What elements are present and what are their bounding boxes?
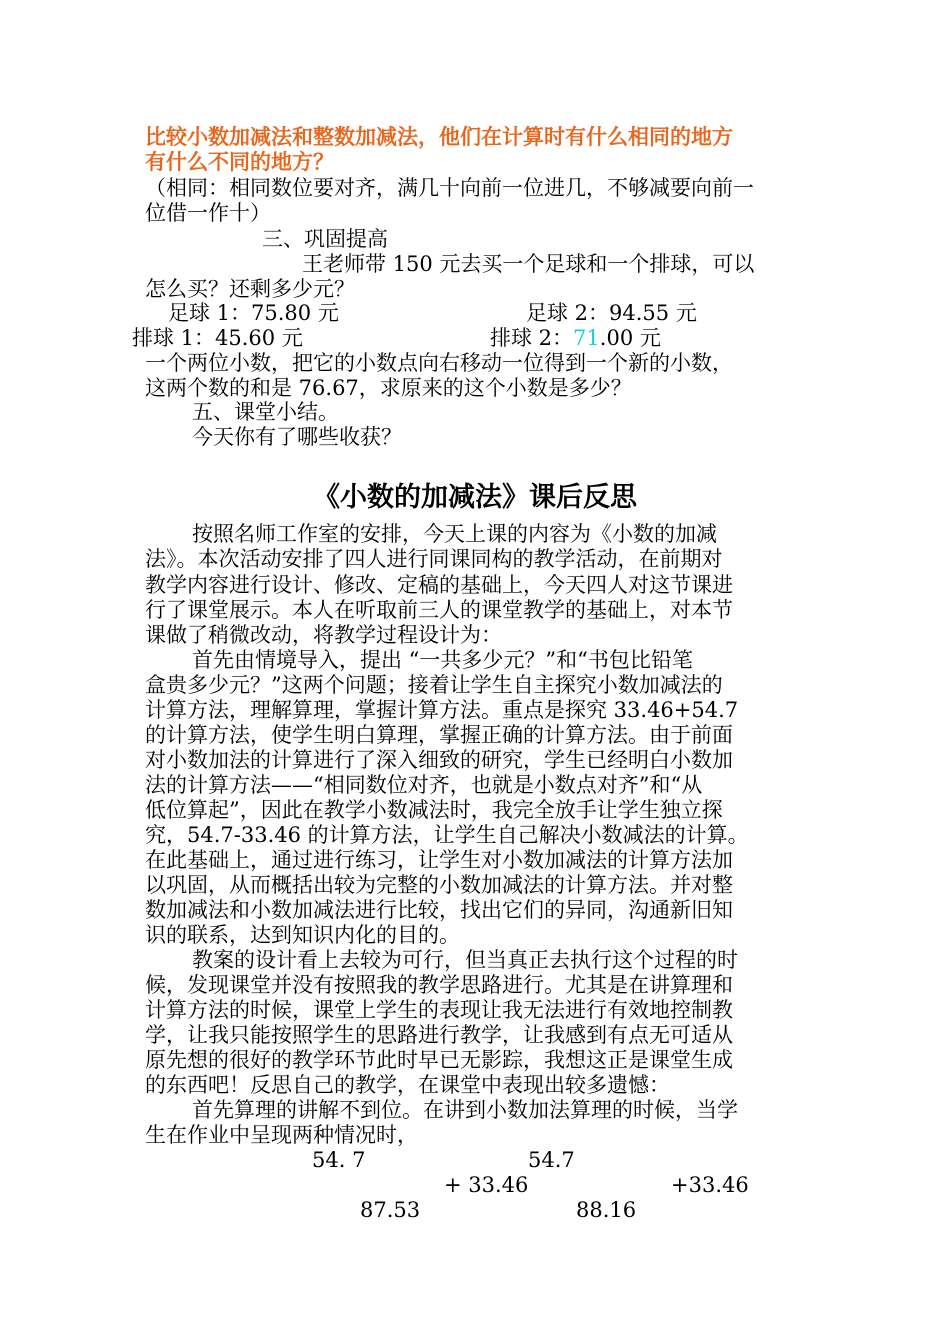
volleyball-2-price: 排球 2：71.00 元 <box>490 326 661 350</box>
reflection-line: 生在作业中呈现两种情况时， <box>145 1123 418 1147</box>
reflection-line: 的计算方法，使学生明白算理，掌握正确的计算方法。由于前面 <box>145 723 733 747</box>
reflection-line: 对小数加法的计算进行了深入细致的研究，学生已经明白小数加 <box>145 748 733 772</box>
reflection-line: 盒贵多少元？”这两个问题；接着让学生自主探究小数加减法的 <box>145 673 723 697</box>
reflection-line: 的东西吧！反思自己的教学，在课堂中表现出较多遗憾： <box>145 1073 670 1097</box>
reflection-line: 以巩固，从而概括出较为完整的小数加减法的计算方法。并对整 <box>145 873 733 897</box>
section5-heading: 五、课堂小结。 <box>192 400 339 424</box>
highlighted-number: 71 <box>573 326 600 350</box>
question-line-1: 比较小数加减法和整数加减法，他们在计算时有什么相同的地方 <box>145 124 733 149</box>
problem2-line-1: 一个两位小数，把它的小数点向右移动一位得到一个新的小数， <box>145 351 733 375</box>
calc-b-line-2: +33.46 <box>671 1173 749 1197</box>
reflection-title: 《小数的加减法》课后反思 <box>313 482 637 513</box>
calc-a-line-1: 54. 7 <box>312 1148 366 1172</box>
reflection-line: 候，发现课堂并没有按照我的教学思路进行。尤其是在讲算理和 <box>145 973 733 997</box>
calc-b-result: 88.16 <box>576 1198 637 1222</box>
reflection-line: 学，让我只能按照学生的思路进行教学，让我感到有点无可适从 <box>145 1023 733 1047</box>
reflection-line: 低位算起”，因此在教学小数减法时，我完全放手让学生独立探 <box>145 798 723 822</box>
football-2-price: 足球 2：94.55 元 <box>526 301 697 325</box>
volleyball-1-price: 排球 1：45.60 元 <box>132 326 303 350</box>
reflection-line: 教案的设计看上去较为可行，但当真正去执行这个过程的时 <box>192 948 738 972</box>
problem1-line-1: 王老师带 150 元去买一个足球和一个排球，可以 <box>302 252 755 276</box>
reflection-line: 法》。本次活动安排了四人进行同课同构的教学活动，在前期对 <box>145 547 723 571</box>
reflection-line: 究，54.7-33.46 的计算方法，让学生自己解决小数减法的计算。 <box>145 823 749 847</box>
reflection-line: 原先想的很好的教学环节此时早已无影踪，我想这正是课堂生成 <box>145 1048 733 1072</box>
reflection-line: 识的联系，达到知识内化的目的。 <box>145 923 460 947</box>
section5-question: 今天你有了哪些收获？ <box>192 425 402 449</box>
question-line-2: 有什么不同的地方？ <box>145 149 334 174</box>
section3-heading: 三、巩固提高 <box>262 227 388 251</box>
reflection-line: 行了课堂展示。本人在听取前三人的课堂教学的基础上，对本节 <box>145 598 733 622</box>
answer-line-2: 位借一作十） <box>145 201 271 225</box>
reflection-line: 首先算理的讲解不到位。在讲到小数加法算理的时候，当学 <box>192 1098 738 1122</box>
problem1-line-2: 怎么买？还剩多少元？ <box>145 277 355 301</box>
reflection-line: 课做了稍微改动，将教学过程设计为： <box>145 623 502 647</box>
reflection-line: 计算方法的时候，课堂上学生的表现让我无法进行有效地控制教 <box>145 998 733 1022</box>
calc-a-result: 87.53 <box>360 1198 421 1222</box>
reflection-line: 在此基础上，通过进行练习，让学生对小数加减法的计算方法加 <box>145 848 733 872</box>
reflection-line: 计算方法，理解算理，掌握计算方法。重点是探究 33.46+54.7 <box>145 698 739 722</box>
calc-a-line-2: + 33.46 <box>444 1173 529 1197</box>
calc-b-line-1: 54.7 <box>528 1148 575 1172</box>
reflection-line: 数加减法和小数加减法进行比较，找出它们的异同，沟通新旧知 <box>145 898 733 922</box>
reflection-line: 法的计算方法——“相同数位对齐，也就是小数点对齐”和“从 <box>145 773 703 797</box>
reflection-line: 按照名师工作室的安排，今天上课的内容为《小数的加减 <box>192 522 717 546</box>
reflection-line: 教学内容进行设计、修改、定稿的基础上，今天四人对这节课进 <box>145 573 733 597</box>
football-1-price: 足球 1：75.80 元 <box>168 301 339 325</box>
answer-line-1: （相同：相同数位要对齐，满几十向前一位进几，不够减要向前一 <box>145 176 754 200</box>
problem2-line-2: 这两个数的和是 76.67，求原来的这个小数是多少？ <box>145 376 632 400</box>
reflection-line: 首先由情境导入，提出 “一共多少元？”和“书包比铅笔 <box>192 648 693 672</box>
